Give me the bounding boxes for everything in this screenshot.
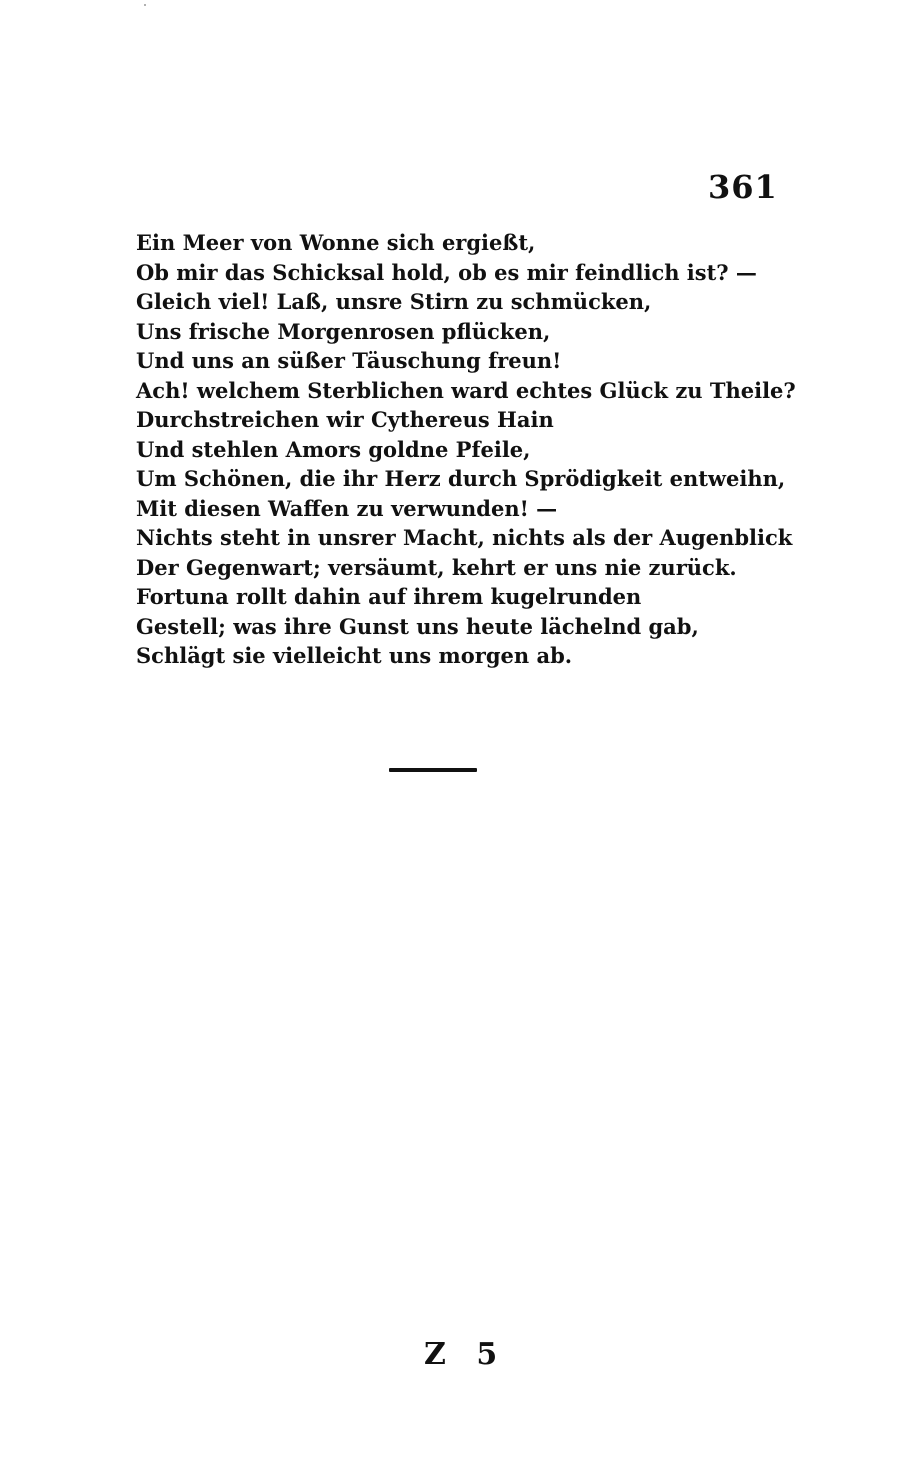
poem-line: Schlägt sie vielleicht uns morgen ab.	[136, 643, 573, 668]
poem-line: Nichts steht in unsrer Macht, nichts als der Augenblick	[136, 525, 793, 550]
poem-line: Fortuna rollt dahin auf ihrem kugelrunden	[136, 584, 642, 609]
signature-mark: Z 5	[424, 1337, 508, 1372]
poem-line: Mit diesen Waffen zu verwunden! —	[136, 495, 558, 521]
poem-line: Gestell; was ihre Gunst uns heute lächelnd gab,	[136, 613, 699, 639]
poem-line: Ein Meer von Wonne sich ergießt,	[136, 230, 536, 255]
poem-line: Um Schönen, die ihr Herz durch Sprödigkeit entweihn,	[136, 466, 786, 491]
poem-text	[136, 228, 816, 671]
section-divider-rule	[389, 768, 477, 772]
poem-line: Gleich viel! Laß, unsre Stirn zu schmücken,	[136, 289, 652, 314]
page-number: 361	[708, 168, 778, 206]
poem-line: Ob mir das Schicksal hold, ob es mir feindlich ist? —	[136, 259, 757, 285]
paper-speck	[144, 4, 146, 6]
poem-line: Und stehlen Amors goldne Pfeile,	[136, 436, 531, 462]
poem-line: Der Gegenwart; versäumt, kehrt er uns nie zurück.	[136, 554, 737, 580]
poem-line: Durchstreichen wir Cythereus Hain	[136, 407, 554, 432]
poem-line: Ach! welchem Sterblichen ward echtes Glück zu Theile?	[136, 377, 796, 403]
poem-line: Und uns an süßer Täuschung freun!	[136, 348, 562, 373]
poem-line: Uns frische Morgenrosen pflücken,	[136, 318, 551, 344]
